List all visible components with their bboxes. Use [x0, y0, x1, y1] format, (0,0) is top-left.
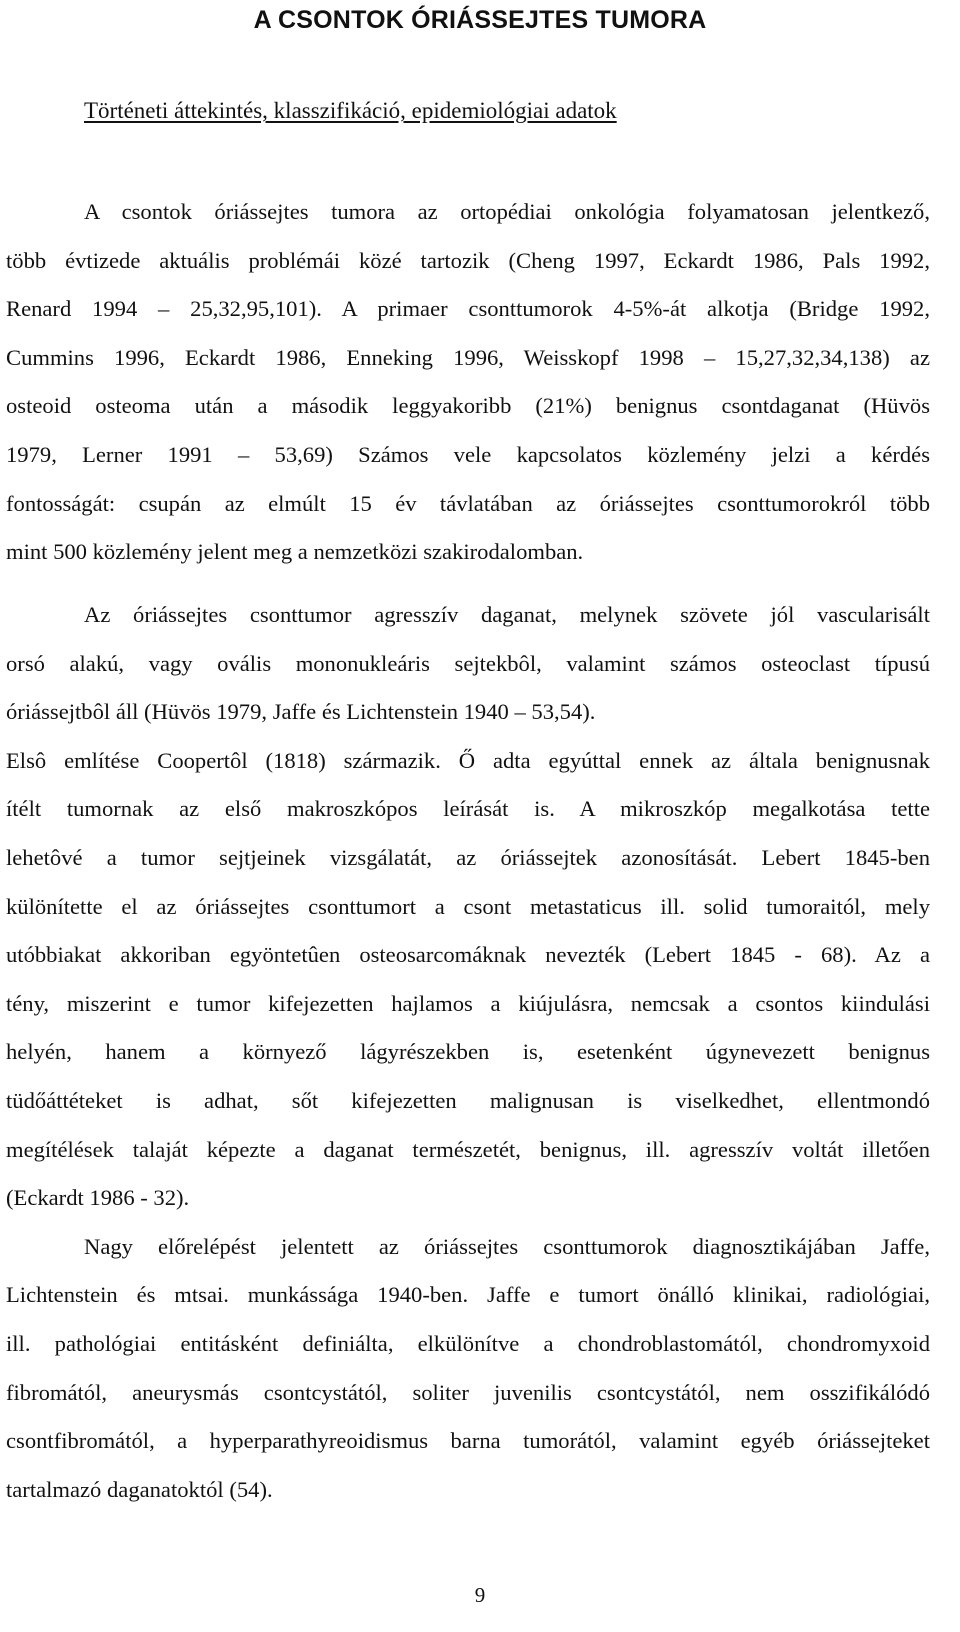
text-line: fibromától, aneurysmás csontcystától, soliter juvenilis csontcystától, nem osszifikálódó [6, 1379, 930, 1405]
text-line: utóbbiakat akkoriban egyöntetûen osteosarcomáknak nevezték (Lebert 1845 - 68). Az a [6, 942, 930, 968]
section-subtitle: Történeti áttekintés, klasszifikáció, epidemiológiai adatok [84, 98, 617, 123]
text-line: különítette el az óriássejtes csonttumort a csont metastaticus ill. solid tumoraitól, mely [6, 893, 930, 919]
text-line: Az óriássejtes csonttumor agresszív daganat, melynek szövete jól vascularisált [84, 602, 930, 627]
text-line: Lichtenstein és mtsai. munkássága 1940-ben. Jaffe e tumort önálló klinikai, radiológiai, [6, 1282, 930, 1308]
text-line: A csontok óriássejtes tumora az ortopédiai onkológia folyamatosan jelentkező, [84, 199, 930, 224]
text-line: ill. pathológiai entitásként definiálta, elkülönítve a chondroblastomától, chondromyxoid [6, 1330, 930, 1356]
text-line: mint 500 közlemény jelent meg a nemzetközi szakirodalomban. [6, 539, 584, 565]
text-line: orsó alakú, vagy ovális mononukleáris sejtekbôl, valamint számos osteoclast típusú [6, 650, 930, 676]
page-number: 9 [474, 1583, 486, 1607]
document-title: A CSONTOK ÓRIÁSSEJTES TUMORA [253, 6, 707, 34]
text-line: (Eckardt 1986 - 32). [6, 1185, 190, 1211]
text-line: lehetôvé a tumor sejtjeinek vizsgálatát, az óriássejtek azonosítását. Lebert 1845-ben [6, 844, 930, 870]
text-line: ítélt tumornak az első makroszkópos leírását is. A mikroszkóp megalkotása tette [6, 796, 930, 822]
text-line: Cummins 1996, Eckardt 1986, Enneking 1996, Weisskopf 1998 – 15,27,32,34,138) az [6, 344, 930, 370]
paragraph-history [6, 591, 930, 1514]
text-line: tüdőáttéteket is adhat, sőt kifejezetten malignusan is viselkedhet, ellentmondó [6, 1087, 930, 1113]
text-line: Renard 1994 – 25,32,95,101). A primaer csonttumorok 4-5%-át alkotja (Bridge 1992, [6, 296, 930, 322]
text-line: tartalmazó daganatoktól (54). [6, 1476, 273, 1502]
text-line: óriássejtbôl áll (Hüvös 1979, Jaffe és Lichtenstein 1940 – 53,54). [6, 699, 596, 725]
text-line: tény, miszerint e tumor kifejezetten hajlamos a kiújulásra, nemcsak a csontos kiindulási [6, 990, 930, 1016]
text-line: fontosságát: csupán az elmúlt 15 év távlatában az óriássejtes csonttumorokról több [6, 490, 930, 516]
text-line: több évtizede aktuális problémái közé tartozik (Cheng 1997, Eckardt 1986, Pals 1992, [6, 247, 930, 273]
text-line: Elsô említése Coopertôl (1818) származik. Ő adta egyúttal ennek az általa benignusnak [6, 747, 930, 773]
text-line: megítélések talaját képezte a daganat természetét, benignus, ill. agresszív voltát illetően [6, 1136, 930, 1162]
text-line: osteoid osteoma után a második leggyakoribb (21%) benignus csontdaganat (Hüvös [6, 393, 930, 419]
text-line: Nagy előrelépést jelentett az óriássejtes csonttumorok diagnosztikájában Jaffe, [84, 1233, 930, 1259]
text-line: helyén, hanem a környező lágyrészekben is, esetenként úgynevezett benignus [6, 1039, 930, 1065]
text-line: csontfibromától, a hyperparathyreoidismus barna tumorától, valamint egyéb óriássejteket [6, 1428, 930, 1454]
paragraph-intro [6, 188, 930, 577]
text-line: 1979, Lerner 1991 – 53,69) Számos vele kapcsolatos közlemény jelzi a kérdés [6, 441, 930, 467]
